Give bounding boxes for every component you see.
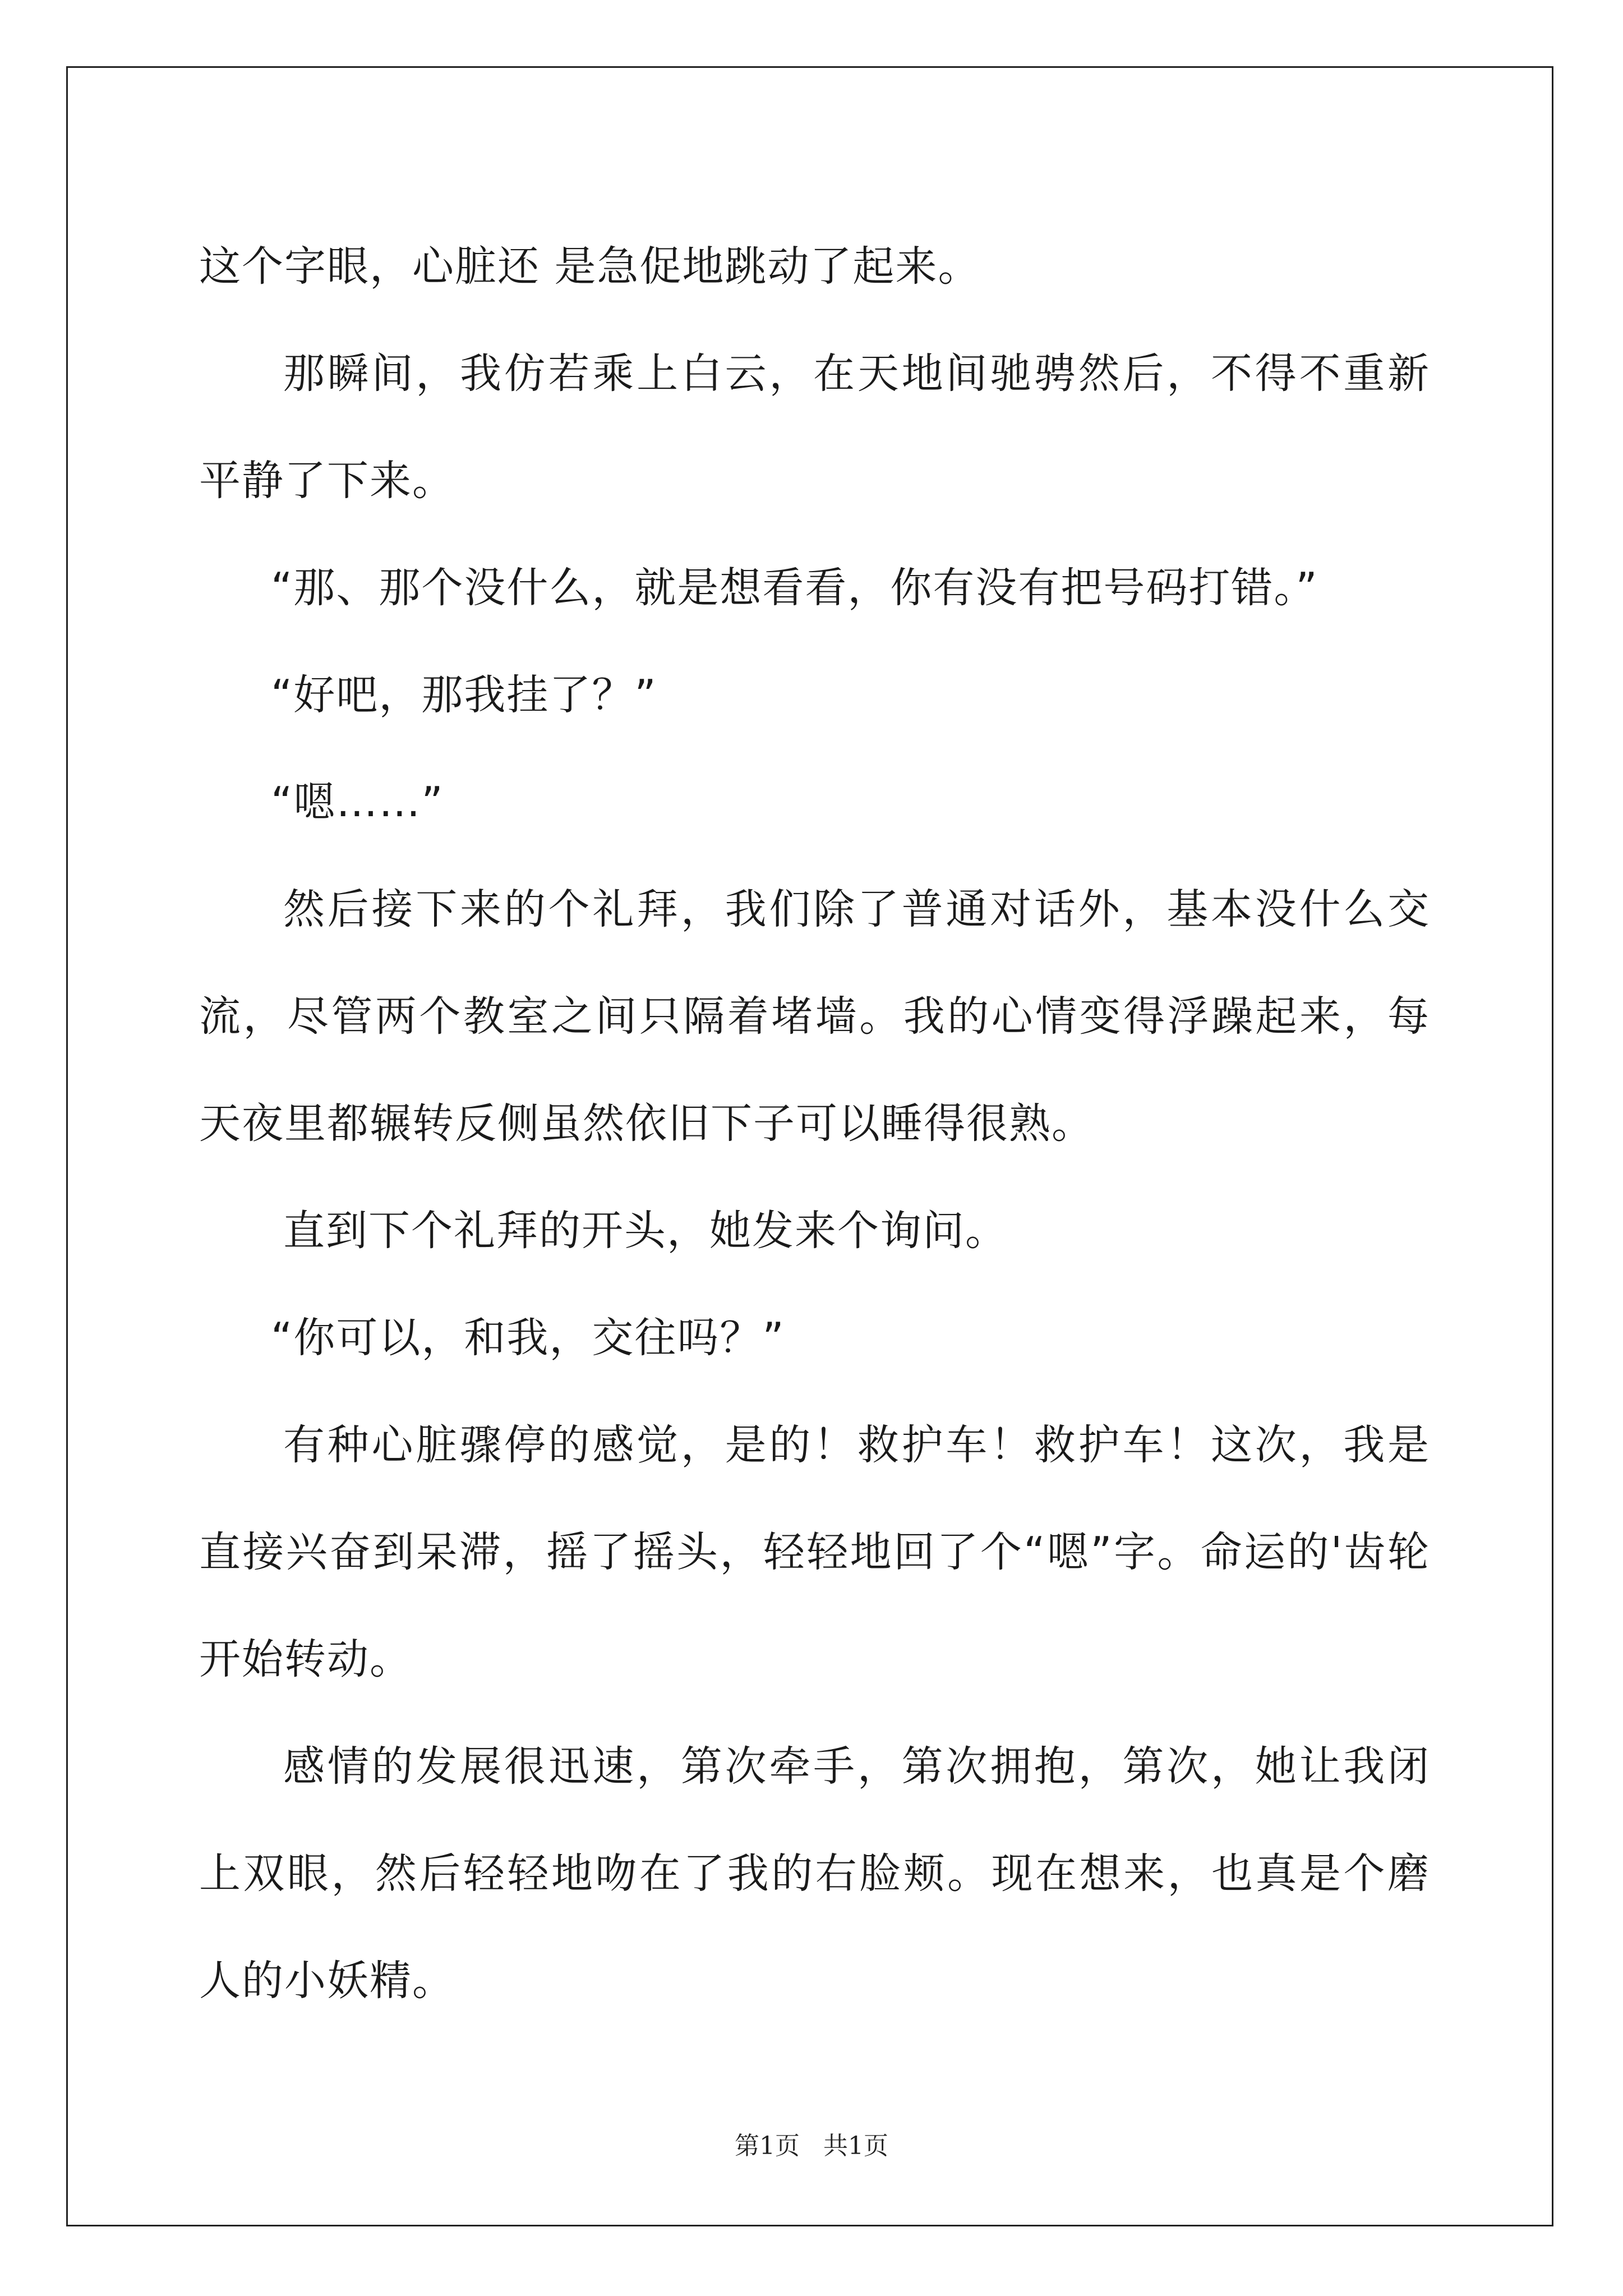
paragraph-4: “好吧，那我挂了？” xyxy=(271,671,657,719)
paragraph-3: “那、那个没什么，就是想看看，你有没有把号码打错。” xyxy=(271,564,1318,612)
document-body xyxy=(199,213,1430,2035)
paragraph-1: 这个字眼，心脏还 是急促地跳动了起来。 xyxy=(199,242,981,291)
paragraph-5: “嗯……” xyxy=(271,778,444,826)
page-number-footer: 第1页 共1页 xyxy=(735,2132,888,2160)
paragraph-7: 直到下个礼拜的开头，她发来个询问。 xyxy=(283,1207,1008,1255)
paragraph-9: 有种心脏骤停的感觉，是的！救护车！救护车！这次，我是直接兴奋到呆滞，摇了摇头，轻轻地回了个“嗯”字。命运的'齿轮开始转动。 xyxy=(199,1421,1430,1683)
paragraph-10: 感情的发展很迅速，第次牵手，第次拥抱，第次，她让我闭上双眼，然后轻轻地吻在了我的右脸颊。现在想来，也真是个磨人的小妖精。 xyxy=(199,1742,1430,2005)
paragraph-2: 那瞬间，我仿若乘上白云，在天地间驰骋然后，不得不重新平静了下来。 xyxy=(199,349,1430,505)
paragraph-8: “你可以，和我，交往吗？” xyxy=(271,1314,785,1362)
paragraph-6: 然后接下来的个礼拜，我们除了普通对话外，基本没什么交流，尽管两个教室之间只隔着堵墙。我的心情变得浮躁起来，每天夜里都辗转反侧虽然依旧下子可以睡得很熟。 xyxy=(199,885,1430,1148)
